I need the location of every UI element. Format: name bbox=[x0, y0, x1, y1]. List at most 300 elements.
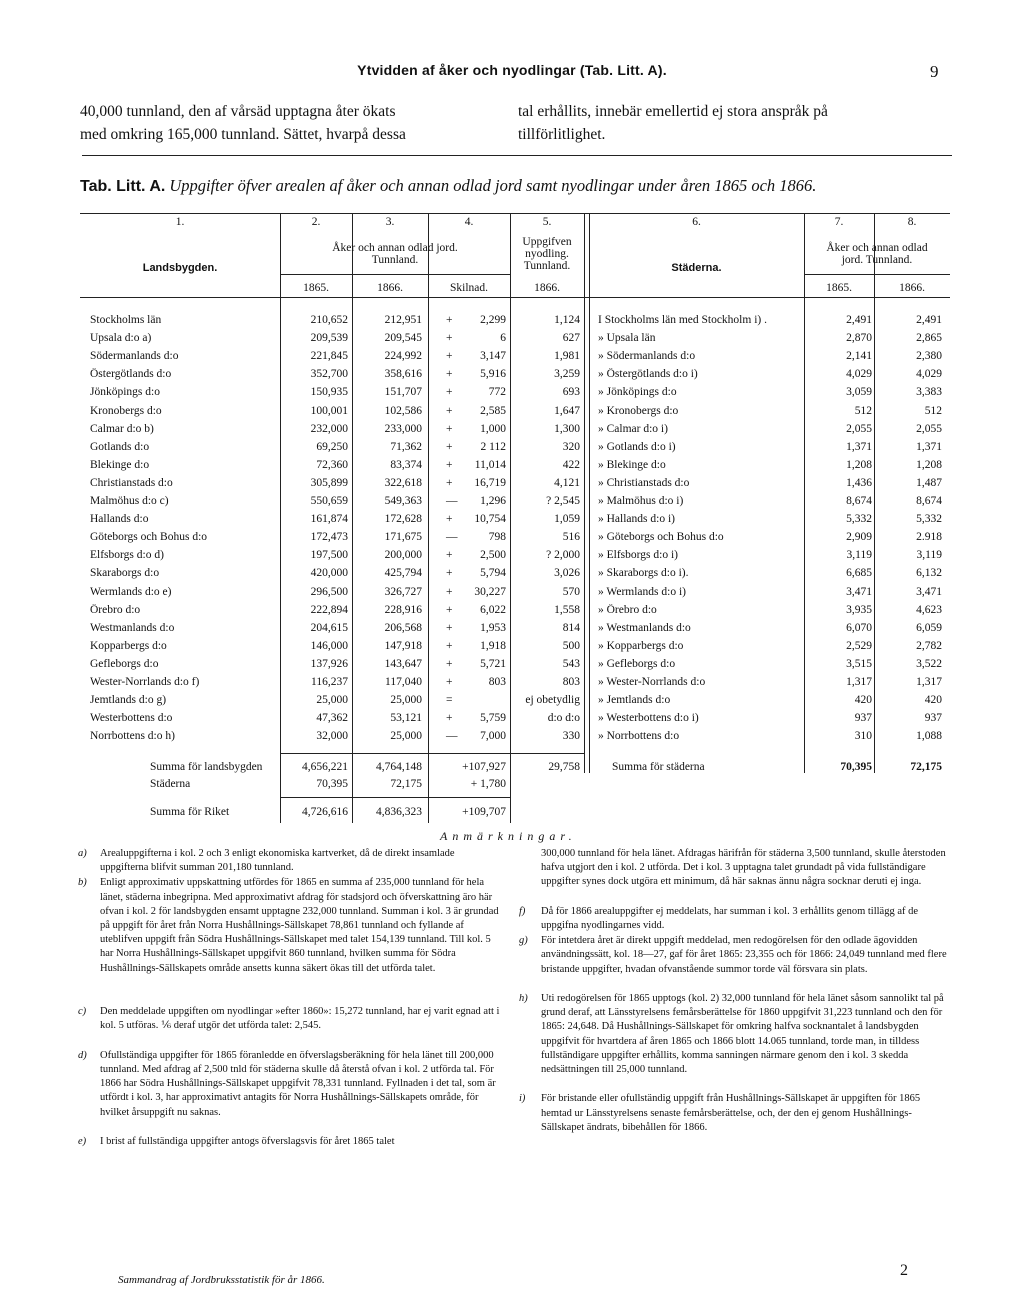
col-number: 1. bbox=[175, 216, 185, 228]
county-name: Elfsborgs d:o d) bbox=[90, 549, 164, 561]
table-row bbox=[80, 604, 950, 622]
header-skilnad: Skilnad. bbox=[449, 282, 488, 294]
value-1865: 100,001 bbox=[310, 405, 348, 417]
header-year: 1865. bbox=[303, 282, 329, 294]
county-name: Gefleborgs d:o bbox=[90, 658, 159, 670]
header-nyodling: Uppgifven bbox=[522, 236, 572, 248]
table-row bbox=[80, 712, 950, 730]
page-number: 9 bbox=[930, 62, 939, 81]
diff-sign: + bbox=[446, 549, 453, 561]
town-1866: 3,471 bbox=[916, 586, 942, 598]
diff-value: 2 112 bbox=[480, 441, 506, 453]
footnote-label: i) bbox=[519, 1093, 526, 1105]
table-row bbox=[80, 423, 950, 441]
table-row bbox=[80, 314, 950, 332]
col-number: 8. bbox=[907, 216, 917, 228]
town-1865: 3,515 bbox=[846, 658, 872, 670]
header-year: 1865. bbox=[826, 282, 852, 294]
county-name: Stockholms län bbox=[90, 314, 162, 326]
town-1865: 4,029 bbox=[846, 368, 872, 380]
town-1866: 1,208 bbox=[916, 459, 942, 471]
footnote bbox=[519, 992, 949, 1077]
total-value: 70,395 bbox=[316, 778, 348, 790]
footnote bbox=[78, 1005, 502, 1033]
town-name: » Östergötlands d:o i) bbox=[598, 368, 698, 380]
town-1865: 2,909 bbox=[846, 531, 872, 543]
total-label: Summa för landsbygden bbox=[150, 761, 263, 773]
table-row bbox=[80, 531, 950, 549]
town-1865: 3,119 bbox=[846, 549, 872, 561]
town-name: » Upsala län bbox=[598, 332, 656, 344]
total-value: 70,395 bbox=[840, 761, 872, 773]
diff-sign: = bbox=[446, 694, 453, 706]
total-label: Städerna bbox=[150, 778, 191, 790]
diff-value: 2,585 bbox=[480, 405, 506, 417]
county-name: Kopparbergs d:o bbox=[90, 640, 167, 652]
diff-value: 798 bbox=[488, 531, 506, 543]
nyodling-value: 1,981 bbox=[554, 350, 580, 362]
running-header: Ytvidden af åker och nyodlingar (Tab. Litt. A). bbox=[357, 62, 667, 78]
col-number: 6. bbox=[692, 216, 701, 228]
table-row bbox=[80, 676, 950, 694]
diff-sign: — bbox=[446, 531, 458, 543]
town-name: I Stockholms län med Stockholm i) . bbox=[598, 314, 767, 326]
intro-right-2: tillförlitlighet. bbox=[518, 126, 606, 143]
col-number: 7. bbox=[834, 216, 844, 228]
diff-value: 772 bbox=[488, 386, 506, 398]
diff-sign: + bbox=[446, 368, 453, 380]
town-1866: 2.918 bbox=[916, 531, 942, 543]
town-1865: 2,055 bbox=[846, 423, 872, 435]
nyodling-value: ? 2,000 bbox=[546, 549, 580, 561]
diff-value: 11,014 bbox=[474, 459, 506, 471]
value-1865: 197,500 bbox=[310, 549, 348, 561]
county-name: Westerbottens d:o bbox=[90, 712, 173, 724]
town-1866: 2,380 bbox=[916, 350, 942, 362]
table-title bbox=[80, 176, 816, 196]
col-number: 5. bbox=[542, 216, 552, 228]
town-name: » Elfsborgs d:o i) bbox=[598, 549, 678, 561]
town-1865: 310 bbox=[854, 730, 872, 742]
footnote-text: För bristande eller ofullständig uppgift från Hushållnings-Sällskapet är uppgiften för 1865 hemtad ur Länsstyrelsens senaste femårsberättelse, och, der den ej genom Hushållnings-Sällskapet ändrats, bibehållen för 1866. bbox=[541, 1093, 921, 1133]
footnote-label: c) bbox=[78, 1006, 87, 1018]
value-1866: 224,992 bbox=[384, 350, 422, 362]
intro-right-1: tal erhållits, innebär emellertid ej stora anspråk på bbox=[518, 103, 828, 120]
diff-sign: + bbox=[446, 712, 453, 724]
diff-sign: + bbox=[446, 513, 453, 525]
total-value: +109,707 bbox=[462, 806, 506, 818]
total-value: 4,656,221 bbox=[302, 761, 348, 773]
value-1865: 296,500 bbox=[310, 586, 348, 598]
town-name: » Christianstads d:o bbox=[598, 477, 690, 489]
nyodling-value: 422 bbox=[562, 459, 580, 471]
table-row bbox=[80, 332, 950, 350]
town-1866: 3,522 bbox=[916, 658, 942, 670]
value-1865: 116,237 bbox=[311, 676, 348, 688]
value-1866: 549,363 bbox=[384, 495, 422, 507]
footnote-label: b) bbox=[78, 877, 87, 889]
value-1866: 172,628 bbox=[384, 513, 422, 525]
nyodling-value: 4,121 bbox=[554, 477, 580, 489]
table-row bbox=[80, 586, 950, 604]
county-name: Wermlands d:o e) bbox=[90, 586, 172, 598]
town-1866: 420 bbox=[924, 694, 942, 706]
nyodling-value: 516 bbox=[562, 531, 580, 543]
value-1865: 222,894 bbox=[310, 604, 348, 616]
table-row bbox=[80, 730, 950, 748]
value-1865: 550,659 bbox=[310, 495, 348, 507]
town-1865: 3,471 bbox=[846, 586, 872, 598]
header-year: 1866. bbox=[377, 282, 403, 294]
table-row bbox=[80, 549, 950, 567]
footnote-label: d) bbox=[78, 1049, 87, 1061]
town-name: » Södermanlands d:o bbox=[598, 350, 696, 362]
footnote-text: Enligt approximativ uppskattning utfördes för 1865 en summa af 235,000 tunnland för hela länet, städerna inbegripna. Med approximativt afdrag för stadsjord och öfverskattning äro här ofvan i kol. 2 för landsbygden ensamt upptagne 232,000 tunnland. Summan i kol. 3 är grundad på uppgift för året från Norra Hushållnings-Sällskapet 78,861 tunnland och fyllande af uteblifven uppgift från Södra Hushållnings-Sällskapet med talet 154,139 tunnland. Till kol. 5 har Norra Hushållnings-Sällskapet uppgifvit 860 tunnland, hvilken summa för Södra Hushållnings-Sällskapets område ansetts kunna säkert ökas till det utförda talet. bbox=[100, 877, 499, 974]
county-name: Upsala d:o a) bbox=[90, 332, 152, 344]
county-name: Hallands d:o bbox=[90, 513, 149, 525]
value-1866: 25,000 bbox=[390, 730, 422, 742]
intro-left-2: med omkring 165,000 tunnland. Sättet, hvarpå dessa bbox=[80, 126, 406, 143]
col-number: 3. bbox=[385, 216, 395, 228]
diff-sign: + bbox=[446, 332, 453, 344]
footnote-text: I brist af fullständiga uppgifter antogs öfverslagsvis för året 1865 talet bbox=[100, 1136, 395, 1147]
county-name: Christianstads d:o bbox=[90, 477, 173, 489]
diff-value: 1,953 bbox=[480, 622, 506, 634]
county-name: Kronobergs d:o bbox=[90, 405, 162, 417]
table-row bbox=[80, 658, 950, 676]
town-1865: 5,332 bbox=[846, 513, 872, 525]
total-row-stader bbox=[80, 778, 950, 796]
value-1866: 25,000 bbox=[390, 694, 422, 706]
diff-value: 16,719 bbox=[474, 477, 506, 489]
town-name: » Kopparbergs d:o bbox=[598, 640, 684, 652]
value-1865: 32,000 bbox=[316, 730, 348, 742]
value-1865: 150,935 bbox=[310, 386, 348, 398]
town-1866: 1,317 bbox=[916, 676, 942, 688]
county-name: Wester-Norrlands d:o f) bbox=[90, 676, 200, 688]
diff-sign: + bbox=[446, 350, 453, 362]
header-rule bbox=[804, 274, 950, 275]
town-1866: 5,332 bbox=[916, 513, 942, 525]
town-1865: 8,674 bbox=[846, 495, 872, 507]
county-name: Örebro d:o bbox=[90, 604, 141, 616]
header-unit: jord. Tunnland. bbox=[841, 254, 913, 266]
header-bottom-rule bbox=[80, 297, 950, 298]
nyodling-value: 570 bbox=[562, 586, 580, 598]
table-row bbox=[80, 405, 950, 423]
diff-value: 5,759 bbox=[480, 712, 506, 724]
town-1865: 1,371 bbox=[846, 441, 872, 453]
total-value: 4,726,616 bbox=[302, 806, 348, 818]
header-year: 1866. bbox=[899, 282, 925, 294]
town-1865: 1,317 bbox=[846, 676, 872, 688]
county-name: Östergötlands d:o bbox=[90, 368, 172, 380]
value-1865: 204,615 bbox=[310, 622, 348, 634]
town-1865: 3,059 bbox=[846, 386, 872, 398]
footnote-label: g) bbox=[519, 935, 528, 947]
nyodling-value: 3,259 bbox=[554, 368, 580, 380]
value-1865: 305,899 bbox=[310, 477, 348, 489]
value-1865: 47,362 bbox=[316, 712, 348, 724]
nyodling-value: d:o d:o bbox=[547, 712, 580, 724]
value-1865: 352,700 bbox=[310, 368, 348, 380]
total-row-landsbygd bbox=[80, 761, 950, 779]
total-value: 29,758 bbox=[548, 761, 580, 773]
town-1865: 2,870 bbox=[846, 332, 872, 344]
nyodling-value: ej obetydlig bbox=[525, 694, 580, 706]
diff-value: 1,918 bbox=[480, 640, 506, 652]
header-aker: Åker och annan odlad jord. bbox=[332, 242, 458, 254]
diff-value: 5,794 bbox=[480, 567, 506, 579]
footnote-text: För intetdera året är direkt uppgift meddelad, men redogörelsen för den odlade ägovidden användningssätt, kol. 18—27, gaf för året 1865: 23,355 och för 1866: 24,049 tunnland med flere bristande uppgifter, hvadan ofvanstående summor torde väl försvara sin plats. bbox=[541, 935, 947, 975]
header-rule bbox=[280, 274, 510, 275]
footnote bbox=[78, 1135, 502, 1149]
value-1866: 171,675 bbox=[384, 531, 422, 543]
diff-value: 803 bbox=[488, 676, 506, 688]
diff-sign: + bbox=[446, 314, 453, 326]
footnote bbox=[78, 876, 502, 975]
diff-sign: — bbox=[446, 495, 458, 507]
value-1865: 25,000 bbox=[316, 694, 348, 706]
table-row bbox=[80, 567, 950, 585]
diff-value: 3,147 bbox=[480, 350, 506, 362]
footnote bbox=[519, 1092, 949, 1135]
header-unit: Tunnland. bbox=[371, 254, 419, 266]
town-1865: 6,685 bbox=[846, 567, 872, 579]
county-name: Göteborgs och Bohus d:o bbox=[90, 531, 208, 543]
intro-left-1: 40,000 tunnland, den af vårsäd upptagna åter ökats bbox=[80, 103, 396, 120]
table-row bbox=[80, 386, 950, 404]
value-1866: 212,951 bbox=[384, 314, 422, 326]
town-1865: 2,491 bbox=[846, 314, 872, 326]
town-1866: 3,383 bbox=[916, 386, 942, 398]
diff-value: 6 bbox=[500, 332, 506, 344]
county-name: Jemtlands d:o g) bbox=[90, 694, 167, 706]
diff-sign: + bbox=[446, 441, 453, 453]
diff-value: 10,754 bbox=[474, 513, 506, 525]
town-name: » Norrbottens d:o bbox=[598, 730, 680, 742]
value-1866: 83,374 bbox=[390, 459, 422, 471]
town-1866: 4,029 bbox=[916, 368, 942, 380]
total-value: 4,836,323 bbox=[376, 806, 422, 818]
sheet-number: 2 bbox=[900, 1262, 908, 1279]
table-row bbox=[80, 640, 950, 658]
town-1866: 1,088 bbox=[916, 730, 942, 742]
diff-sign: + bbox=[446, 567, 453, 579]
total-value: + 1,780 bbox=[470, 778, 506, 790]
town-name: » Blekinge d:o bbox=[598, 459, 666, 471]
value-1865: 420,000 bbox=[310, 567, 348, 579]
footnote-label: h) bbox=[519, 993, 528, 1004]
total-value: +107,927 bbox=[462, 761, 506, 773]
footnote bbox=[78, 847, 502, 875]
value-1866: 71,362 bbox=[390, 441, 422, 453]
diff-sign: + bbox=[446, 423, 453, 435]
town-name: » Göteborgs och Bohus d:o bbox=[598, 531, 724, 543]
footnote bbox=[541, 847, 949, 890]
diff-value: 5,916 bbox=[480, 368, 506, 380]
footnote bbox=[78, 1049, 502, 1120]
nyodling-value: 1,558 bbox=[554, 604, 580, 616]
nyodling-value: 320 bbox=[562, 441, 580, 453]
value-1865: 209,539 bbox=[310, 332, 348, 344]
nyodling-value: 814 bbox=[562, 622, 580, 634]
nyodling-value: 1,124 bbox=[554, 314, 580, 326]
town-1865: 420 bbox=[854, 694, 872, 706]
value-1866: 200,000 bbox=[384, 549, 422, 561]
header-nyodling: Tunnland. bbox=[523, 260, 571, 272]
town-name: » Jemtlands d:o bbox=[598, 694, 671, 706]
diff-sign: + bbox=[446, 386, 453, 398]
footnote-text: Då för 1866 arealuppgifter ej meddelats, har summan i kol. 3 erhållits genom tillägg af de uppgifna nyodlingarnes vidd. bbox=[541, 905, 919, 931]
town-name: » Malmöhus d:o i) bbox=[598, 495, 684, 507]
value-1866: 322,618 bbox=[384, 477, 422, 489]
value-1865: 210,652 bbox=[310, 314, 348, 326]
footnote-label: e) bbox=[78, 1136, 87, 1147]
county-name: Calmar d:o b) bbox=[90, 423, 154, 435]
diff-value: 2,299 bbox=[480, 314, 506, 326]
total-value: 4,764,148 bbox=[376, 761, 422, 773]
county-name: Södermanlands d:o bbox=[90, 350, 179, 362]
town-name: » Skaraborgs d:o i). bbox=[598, 567, 689, 579]
header-year: 1866. bbox=[534, 282, 560, 294]
town-1865: 6,070 bbox=[846, 622, 872, 634]
town-1866: 4,623 bbox=[916, 604, 942, 616]
value-1865: 221,845 bbox=[310, 350, 348, 362]
total-value: 72,175 bbox=[390, 778, 422, 790]
town-1866: 2,491 bbox=[916, 314, 942, 326]
nyodling-value: 627 bbox=[562, 332, 580, 344]
value-1866: 151,707 bbox=[384, 386, 422, 398]
town-1865: 1,436 bbox=[846, 477, 872, 489]
town-1866: 2,782 bbox=[916, 640, 942, 652]
nyodling-value: 3,026 bbox=[554, 567, 580, 579]
town-1865: 937 bbox=[854, 712, 872, 724]
value-1865: 172,473 bbox=[310, 531, 348, 543]
diff-sign: + bbox=[446, 622, 453, 634]
table-row bbox=[80, 459, 950, 477]
town-1866: 3,119 bbox=[916, 549, 942, 561]
diff-value: 30,227 bbox=[474, 586, 506, 598]
town-name: » Westerbottens d:o i) bbox=[598, 712, 699, 724]
value-1866: 53,121 bbox=[390, 712, 422, 724]
value-1865: 72,360 bbox=[316, 459, 348, 471]
nyodling-value: 1,647 bbox=[554, 405, 580, 417]
town-1866: 1,371 bbox=[916, 441, 942, 453]
nyodling-value: 803 bbox=[562, 676, 580, 688]
town-name: » Westmanlands d:o bbox=[598, 622, 691, 634]
nyodling-value: 500 bbox=[562, 640, 580, 652]
town-name: » Hallands d:o i) bbox=[598, 513, 675, 525]
diff-sign: + bbox=[446, 586, 453, 598]
town-name: » Wester-Norrlands d:o bbox=[598, 676, 706, 688]
town-1866: 1,487 bbox=[916, 477, 942, 489]
diff-value: 1,296 bbox=[480, 495, 506, 507]
town-1865: 1,208 bbox=[846, 459, 872, 471]
value-1866: 425,794 bbox=[384, 567, 422, 579]
nyodling-value: 1,300 bbox=[554, 423, 580, 435]
value-1866: 233,000 bbox=[384, 423, 422, 435]
value-1866: 147,918 bbox=[384, 640, 422, 652]
value-1865: 69,250 bbox=[316, 441, 348, 453]
nyodling-value: 543 bbox=[562, 658, 580, 670]
town-name: » Gotlands d:o i) bbox=[598, 441, 676, 453]
header-staderna: Städerna. bbox=[671, 262, 722, 274]
town-1866: 937 bbox=[924, 712, 942, 724]
header-nyodling: nyodling. bbox=[525, 248, 569, 260]
nyodling-value: 693 bbox=[562, 386, 580, 398]
col-number: 4. bbox=[464, 216, 474, 228]
header-landsbygden: Landsbygden. bbox=[142, 262, 218, 274]
county-name: Malmöhus d:o c) bbox=[90, 495, 169, 507]
value-1865: 161,874 bbox=[310, 513, 348, 525]
footnote bbox=[519, 934, 949, 977]
value-1866: 102,586 bbox=[384, 405, 422, 417]
table-row bbox=[80, 694, 950, 712]
town-1866: 6,132 bbox=[916, 567, 942, 579]
town-1866: 2,865 bbox=[916, 332, 942, 344]
diff-value: 2,500 bbox=[480, 549, 506, 561]
diff-sign: + bbox=[446, 405, 453, 417]
diff-sign: + bbox=[446, 640, 453, 652]
diff-sign: + bbox=[446, 658, 453, 670]
diff-sign: — bbox=[446, 730, 458, 742]
town-1865: 3,935 bbox=[846, 604, 872, 616]
nyodling-value: ? 2,545 bbox=[546, 495, 580, 507]
town-1866: 2,055 bbox=[916, 423, 942, 435]
diff-value: 5,721 bbox=[480, 658, 506, 670]
total-value: 72,175 bbox=[910, 761, 942, 773]
total-label: Summa för Riket bbox=[150, 806, 230, 818]
value-1865: 232,000 bbox=[310, 423, 348, 435]
diff-sign: + bbox=[446, 459, 453, 471]
table-caption: Uppgifter öfver arealen af åker och annan odlad jord samt nyodlingar under åren 1865 och 1866. bbox=[169, 176, 817, 195]
town-1866: 6,059 bbox=[916, 622, 942, 634]
town-1865: 2,141 bbox=[846, 350, 872, 362]
county-name: Skaraborgs d:o bbox=[90, 567, 160, 579]
table-row bbox=[80, 441, 950, 459]
total-rule bbox=[280, 753, 584, 754]
table-row bbox=[80, 513, 950, 531]
town-1866: 512 bbox=[924, 405, 942, 417]
table-row bbox=[80, 477, 950, 495]
diff-sign: + bbox=[446, 604, 453, 616]
value-1865: 137,926 bbox=[310, 658, 348, 670]
value-1866: 206,568 bbox=[384, 622, 422, 634]
footer-source: Sammandrag af Jordbruksstatistik för år 1866. bbox=[118, 1274, 325, 1286]
table-row bbox=[80, 495, 950, 513]
town-name: » Kronobergs d:o bbox=[598, 405, 679, 417]
county-name: Norrbottens d:o h) bbox=[90, 730, 175, 742]
footnote-text: Uti redogörelsen för 1865 upptogs (kol. 2) 32,000 tunnland för hela länet såsom sannolikt tal på grund deraf, att Länsstyrelsens femårsberättelse för 1860 uppgifvit 31,223 tunnland och den för 1865: 24,648. Då Hushållnings-Sällskapet för omkring halfva socknantalet å landsbygden uppgifvit för hvartdera af åren 1865 och 1866 blott 14.065 tunnland, torde man, in tilldess fullständigare uppgifter erhållits, komma sanningen närmare genom den i kol. 3 skedda nedsättningen till 25,000 tunnland. bbox=[541, 993, 944, 1076]
nyodling-value: 1,059 bbox=[554, 513, 580, 525]
footnote-label: f) bbox=[519, 905, 526, 917]
diff-sign: + bbox=[446, 477, 453, 489]
notes-heading: Anmärkningar. bbox=[440, 829, 577, 843]
county-name: Blekinge d:o bbox=[90, 459, 150, 471]
county-name: Jönköpings d:o bbox=[90, 386, 160, 398]
value-1865: 146,000 bbox=[310, 640, 348, 652]
table-label: Tab. Litt. A. bbox=[80, 178, 166, 195]
town-name: » Jönköpings d:o bbox=[598, 386, 677, 398]
diff-sign: + bbox=[446, 676, 453, 688]
town-1865: 512 bbox=[854, 405, 872, 417]
total-row-riket bbox=[80, 806, 950, 824]
total-label: Summa för städerna bbox=[612, 761, 705, 773]
table-row bbox=[80, 368, 950, 386]
footnote-label: a) bbox=[78, 848, 87, 859]
value-1866: 143,647 bbox=[384, 658, 422, 670]
